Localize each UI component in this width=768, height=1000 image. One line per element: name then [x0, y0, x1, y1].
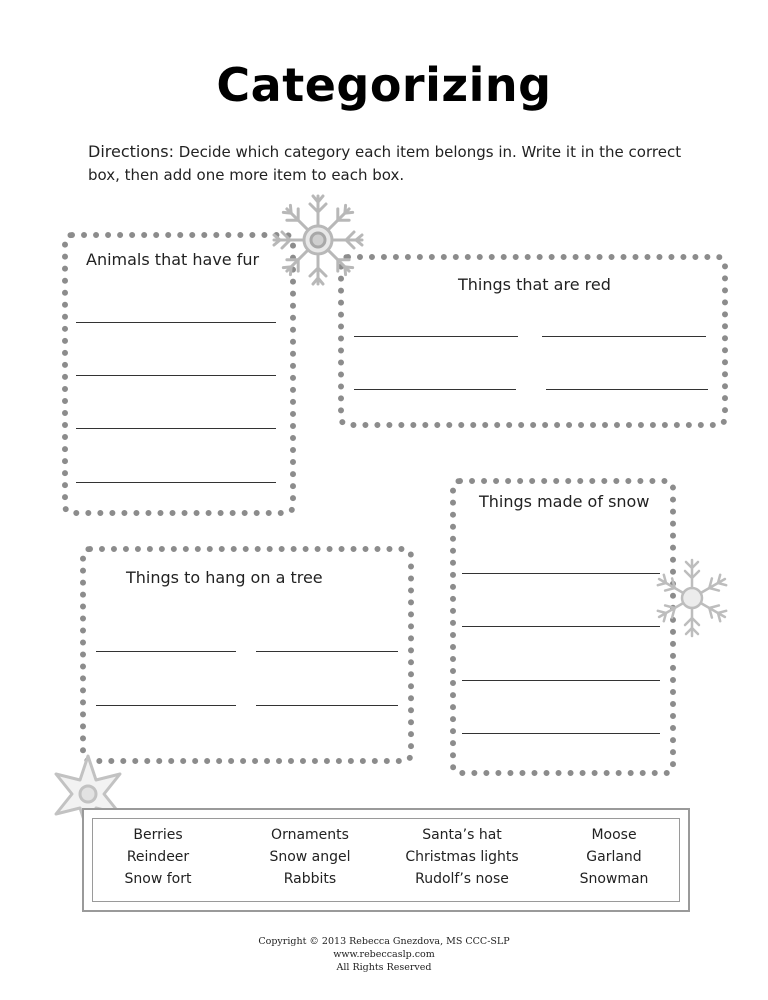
box-things-tree-title: Things to hang on a tree	[126, 568, 323, 587]
word-bank-item: Snowman	[579, 871, 649, 887]
footer-rights: All Rights Reserved	[336, 962, 432, 973]
answer-line[interactable]	[76, 482, 276, 483]
page-title: Categorizing	[216, 58, 552, 112]
answer-line[interactable]	[76, 375, 276, 376]
word-bank-item: Garland	[586, 849, 642, 865]
answer-line[interactable]	[462, 680, 660, 681]
word-bank-item: Rudolf’s nose	[415, 871, 509, 887]
answer-line[interactable]	[462, 626, 660, 627]
footer-copyright: Copyright © 2013 Rebecca Gnezdova, MS CCC-SLP	[258, 936, 510, 947]
word-bank-item: Snow fort	[124, 871, 192, 887]
answer-line[interactable]	[546, 389, 708, 390]
footer-website: www.rebeccaslp.com	[333, 949, 435, 960]
word-bank-item: Snow angel	[269, 849, 351, 865]
directions	[88, 140, 708, 187]
word-bank-item: Santa’s hat	[422, 827, 502, 843]
snowflake-icon	[268, 190, 368, 290]
answer-line[interactable]	[76, 322, 276, 323]
box-animals-fur	[62, 232, 296, 516]
word-bank-item: Ornaments	[271, 827, 349, 843]
word-bank-item: Moose	[591, 827, 637, 843]
directions-lead: Directions:	[88, 142, 175, 161]
answer-line[interactable]	[96, 651, 236, 652]
box-animals-fur-title: Animals that have fur	[86, 250, 260, 269]
box-things-red-title: Things that are red	[458, 275, 611, 294]
word-bank-item: Rabbits	[283, 871, 337, 887]
box-things-snow-title: Things made of snow	[479, 492, 650, 511]
word-bank-item: Berries	[133, 827, 183, 843]
word-bank-item: Christmas lights	[405, 849, 519, 865]
answer-line[interactable]	[256, 651, 398, 652]
answer-line[interactable]	[256, 705, 398, 706]
directions-text: Decide which category each item belongs in. Write it in the correct box, then add one more item to each box.	[88, 143, 682, 184]
word-bank-item: Reindeer	[126, 849, 190, 865]
answer-line[interactable]	[354, 336, 518, 337]
answer-line[interactable]	[462, 573, 660, 574]
answer-line[interactable]	[462, 733, 660, 734]
answer-line[interactable]	[354, 389, 516, 390]
answer-line[interactable]	[96, 705, 236, 706]
box-things-snow	[450, 478, 676, 776]
snowflake-icon	[650, 556, 734, 640]
answer-line[interactable]	[542, 336, 706, 337]
answer-line[interactable]	[76, 428, 276, 429]
